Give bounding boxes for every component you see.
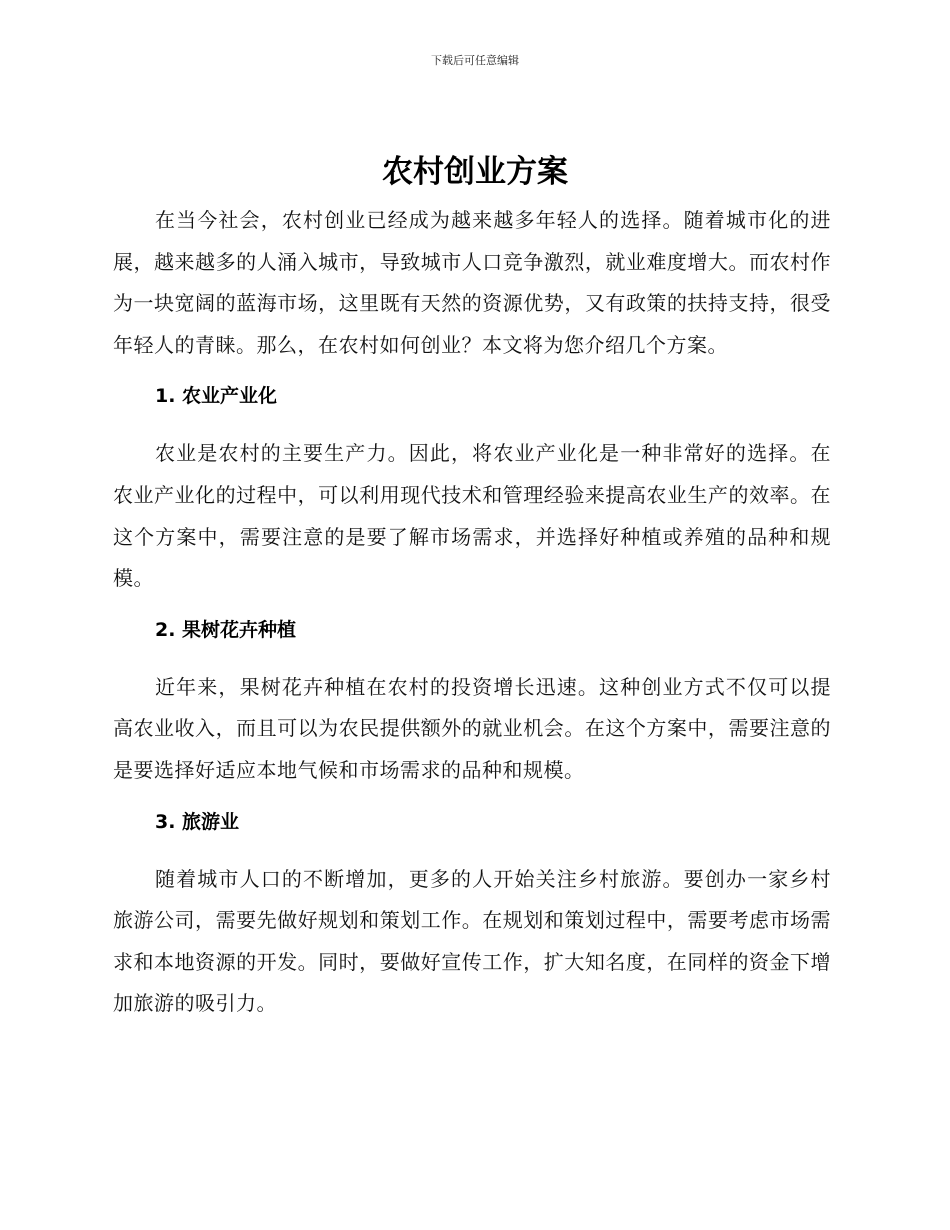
section-body-2: 近年来，果树花卉种植在农村的投资增长迅速。这种创业方式不仅可以提高农业收入，而且可以为农民提供额外的就业机会。在这个方案中，需要注意的是要选择好适应本地气候和市场需求的品种和规模。 [113,674,831,782]
intro-paragraph: 在当今社会，农村创业已经成为越来越多年轻人的选择。随着城市化的进展，越来越多的人涌入城市，导致城市人口竞争激烈，就业难度增大。而农村作为一块宽阔的蓝海市场，这里既有天然的资源优势，又有政策的扶持支持，很受年轻人的青睐。那么，在农村如何创业？本文将为您介绍几个方案。 [113,208,831,357]
spacer [113,792,831,809]
section-heading-3: 3. 旅游业 [155,810,240,833]
document-title: 农村创业方案 [382,154,568,190]
document-body [113,200,831,1025]
spacer [113,643,831,667]
section-body-1: 农业是农村的主要生产力。因此，将农业产业化是一种非常好的选择。在农业产业化的过程中，可以利用现代技术和管理经验来提高农业生产的效率。在这个方案中，需要注意的是要了解市场需求，并选择好种植或养殖的品种和规模。 [113,441,831,591]
section-heading-2: 2. 果树花卉种植 [155,618,297,641]
spacer [113,366,831,383]
spacer [113,835,831,859]
spacer [113,409,831,433]
header-note: 下载后可任意编辑 [431,54,519,67]
section-heading-1: 1. 农业产业化 [155,385,278,408]
section-body-3: 随着城市人口的不断增加，更多的人开始关注乡村旅游。要创办一家乡村旅游公司，需要先做好规划和策划工作。在规划和策划过程中，需要考虑市场需求和本地资源的开发。同时，要做好宣传工作，扩大知名度，在同样的资金下增加旅游的吸引力。 [113,866,831,1016]
spacer [113,600,831,617]
